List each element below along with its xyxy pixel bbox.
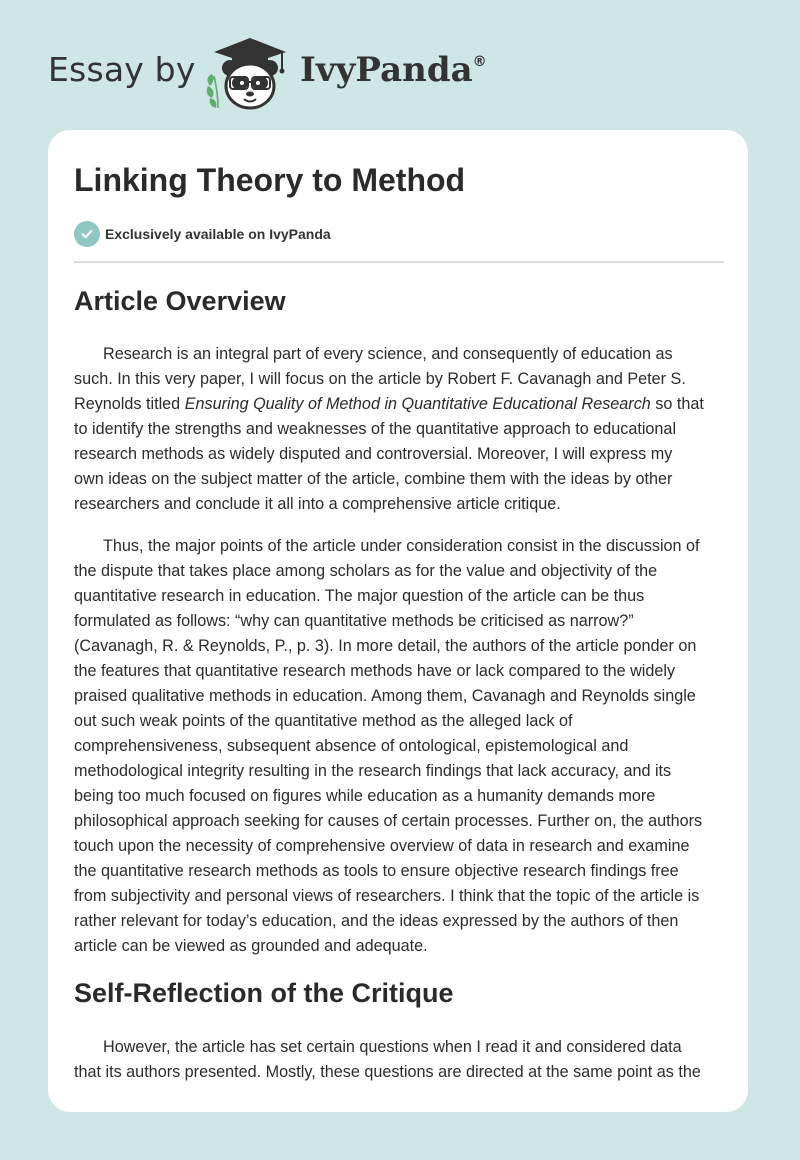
checkmark-icon (74, 221, 100, 247)
brand-name[interactable]: IvyPanda® (300, 50, 487, 90)
text-line: philosophical approach seeking for causes of certain processes. Further on, the authors (74, 812, 703, 830)
ivypanda-logo-icon[interactable] (202, 36, 298, 110)
text-line: Thus, the major points of the article under consideration consist in the discussion of (103, 537, 700, 555)
text-line: article can be viewed as grounded and adequate. (74, 937, 428, 955)
text-line: praised qualitative methods in education. Among them, Cavanagh and Reynolds single (74, 687, 696, 705)
site-header (0, 0, 800, 130)
text-line: Research is an integral part of every science, and consequently of education as (103, 345, 673, 363)
text-line: the dispute that takes place among scholars as for the value and objectivity of the (74, 562, 658, 580)
text-line: such. In this very paper, I will focus on the article by Robert F. Cavanagh and Peter S. (74, 370, 686, 388)
text-line: researchers and conclude it all into a comprehensive article critique. (74, 495, 561, 513)
text-line: methodological integrity resulting in the research findings that lack accuracy, and its (74, 762, 672, 780)
text-line: Reynolds titled Ensuring Quality of Method in Quantitative Educational Research so that (74, 395, 704, 413)
text-line: the features that quantitative research methods have or lack compared to the widely (74, 662, 676, 680)
text-line: formulated as follows: “why can quantitative methods be criticised as narrow?” (74, 612, 634, 630)
text-line: being too much focused on figures while education as a humanity demands more (74, 787, 656, 805)
text-line: (Cavanagh, R. & Reynolds, P., p. 3). In more detail, the authors of the article ponder on (74, 637, 697, 655)
text-line: the quantitative research methods as tools to ensure objective research findings free (74, 862, 679, 880)
text-line: own ideas on the subject matter of the article, combine them with the ideas by other (74, 470, 673, 488)
section-heading-article-overview: Article Overview (74, 286, 286, 316)
text-line: from subjectivity and personal views of researchers. I think that the topic of the article is (74, 887, 700, 905)
paragraph (74, 342, 724, 517)
text-line: that its authors presented. Mostly, these questions are directed at the same point as the (74, 1063, 701, 1081)
text-line: rather relevant for today’s education, and the ideas expressed by the authors of then (74, 912, 679, 930)
brand-prefix: Essay by (48, 50, 196, 89)
exclusive-badge-label: Exclusively available on IvyPanda (105, 226, 331, 242)
paragraph (74, 1035, 724, 1085)
title-divider (74, 261, 724, 263)
text-line: comprehensiveness, subsequent absence of ontological, epistemological and (74, 737, 629, 755)
paragraph (74, 534, 724, 959)
text-line: out such weak points of the quantitative method as the alleged lack of (74, 712, 573, 730)
text-line: However, the article has set certain questions when I read it and considered data (103, 1038, 682, 1056)
text-line: touch upon the necessity of comprehensive overview of data in research and examine (74, 837, 690, 855)
text-line: quantitative research in education. The major question of the article can be thus (74, 587, 645, 605)
text-line: to identify the strengths and weaknesses of the quantitative approach to educational (74, 420, 677, 438)
section-heading-self-reflection: Self-Reflection of the Critique (74, 978, 454, 1008)
article-title-italic: Ensuring Quality of Method in Quantitative Educational Research (184, 395, 651, 413)
essay-card (48, 130, 748, 1112)
exclusive-badge (74, 221, 331, 247)
page-title: Linking Theory to Method (74, 162, 466, 198)
text-line: research methods as widely disputed and controversial. Moreover, I will express my (74, 445, 673, 463)
